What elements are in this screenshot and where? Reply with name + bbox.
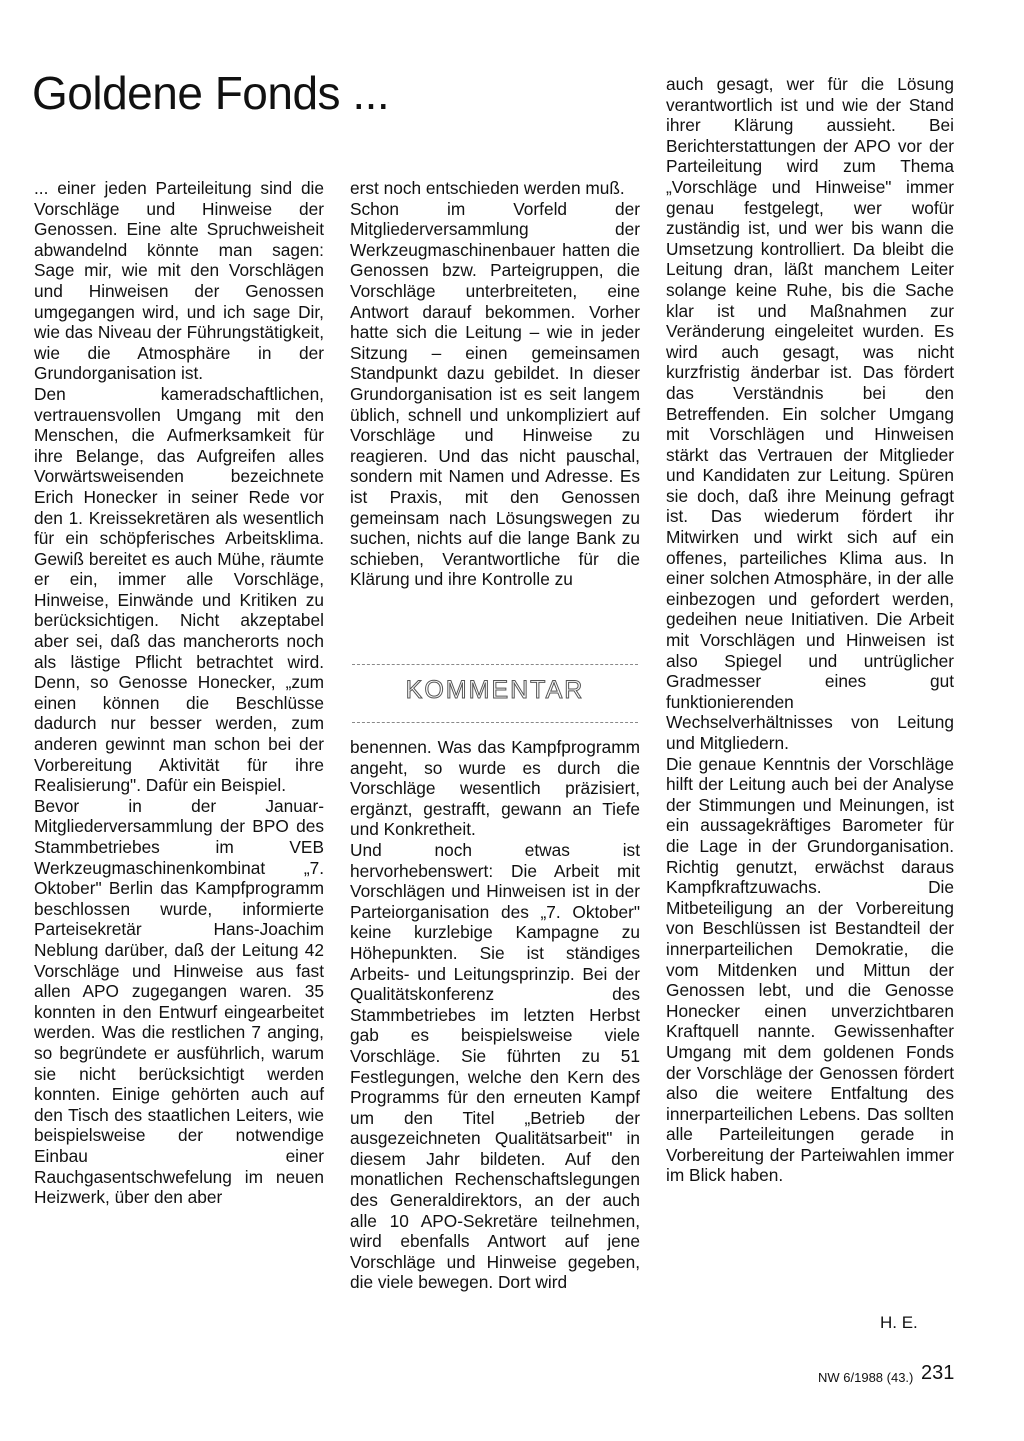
paragraph: Den kameradschaftlichen, vertrauensvollen Umgang mit den Menschen, die Aufmerksamkeit für ihre Belange, das Aufgreifen alles Vorwärtsweisenden bezeichnete Erich Honecker in seiner Rede vor den 1. Kreissekretären als wesentlich für ein schöpferisches Arbeitsklima. Gewiß bereitet es auch Mühe, räumte er ein, immer alle Vorschläge, Hinweise, Einwände und Kritiken zu berücksichtigen. Nicht akzeptabel aber sei, daß das mancherorts noch als lästige Pflicht betrachtet wird. Denn, so Genosse Honecker, „zum einen können die Beschlüsse dadurch nur besser werden, zum anderen gewinnt man schon bei der Vorbereitung Aktivität für ihre Realisierung". Dafür ein Beispiel. <box>34 383 324 796</box>
column-2-top <box>350 178 640 590</box>
paragraph: auch gesagt, wer für die Lösung verantwortlich ist und wie der Stand ihrer Klärung aussieht. Bei Berichterstattungen der APO vor der Parteileitung wird zum Thema „Vorschläge und Hinweise" immer genau festgelegt, wer wofür zuständig ist, und wer bis wann die Umsetzung kontrolliert. Da bleibt die Leitung dran, läßt manchem Leiter solange keine Ruhe, bis die Sache klar ist und Maßnahmen zur Veränderung eingeleitet wurden. Es wird auch gesagt, was nicht kurzfristig änderbar ist. Das fördert das Verständnis bei den Betreffenden. Ein solcher Umgang mit Vorschlägen und Hinweisen stärkt das Vertrauen der Mitglieder und Kandidaten zur Leitung. Spüren sie doch, daß ihre Meinung gefragt ist. Das wiederum fördert ihr Mitwirken und wirkt sich auf ein offenes, parteiliches Klima aus. In einer solchen Atmosphäre, in der alle einbezogen und gefordert werden, gedeihen neue Initiativen. Die Arbeit mit Vorschlägen und Hinweisen ist also Spiegel und untrüglicher Gradmesser eines gut funktionierenden Wechselverhältnisses von Leitung und Mitgliedern. <box>666 74 954 753</box>
paragraph: erst noch entschieden werden muß. <box>350 178 625 198</box>
issue-reference: NW 6/1988 (43.) <box>818 1370 914 1385</box>
paragraph: Und noch etwas ist hervorhebenswert: Die Arbeit mit Vorschlägen und Hinweisen ist in der Parteiorganisation des „7. Oktober" keine kurzlebige Kampagne zu Höhepunkten. Sie ist ständiges Arbeits- und Leitungsprinzip. Bei der Qualitätskonferenz des Stammbetriebes im letzten Herbst gab es beispielsweise viele Vorschläge. Sie führten zu 51 Festlegungen, welche den Kern des Programms für den erneuten Kampf um den Titel „Betrieb der ausgezeichneten Qualitätsarbeit" in diesem Jahr bildeten. Auf den monatlichen Rechenschaftslegungen des Generaldirektors, an der auch alle 10 APO-Sekretäre teilnehmen, wird ebenfalls Antwort auf jene Vorschläge und Hinweise gegeben, die viele bewegen. Dort wird <box>350 839 640 1293</box>
paragraph: ... einer jeden Parteileitung sind die Vorschläge und Hinweise der Genossen. Eine alte Spruchweisheit abwandelnd könnte man sagen: Sage mir, wie mit den Vorschlägen und Hinweisen der Genossen umgegangen wird, und ich sage Dir, wie das Niveau der Führungstätigkeit, wie die Atmosphäre in der Grundorganisation ist. <box>34 178 324 384</box>
page-number: 231 <box>921 1362 955 1384</box>
column-2-bottom <box>350 737 640 1293</box>
author-signature: H. E. <box>880 1313 918 1332</box>
article-title: Goldene Fonds ... <box>32 67 390 119</box>
paragraph: Bevor in der Januar-Mitgliederversammlung der BPO des Stammbetriebes im VEB Werkzeugmaschinenkombinat „7. Oktober" Berlin das Kampfprogramm beschlossen wurde, informierte Parteisekretär Hans-Joachim Neblung darüber, daß der Leitung 42 Vorschläge und Hinweise aus fast allen APO zugegangen waren. 35 konnten in den Entwurf eingearbeitet werden. Was die restlichen 7 anging, so begründete er ausführlich, warum sie nicht berücksichtigt werden konnten. Einige gehörten auch auf den Tisch des staatlichen Leiters, wie beispielsweise der notwendige Einbau einer Rauchgasentschwefelung im neuen Heizwerk, über den aber <box>34 795 324 1208</box>
column-1 <box>34 178 324 1208</box>
column-3 <box>666 74 954 1186</box>
paragraph: Die genaue Kenntnis der Vorschläge hilft der Leitung auch bei der Analyse der Stimmungen und Meinungen, ist ein aussagekräftiges Barometer für die Lage in der Grundorganisation. Richtig genutzt, erwächst daraus Kampfkraftzuwachs. Die Mitbeteiligung an der Vorbereitung von Beschlüssen ist Bestandteil der innerparteilichen Demokratie, die vom Mitdenken und Mittun der Genossen lebt, und die Genosse Honecker einen unverzichtbaren Kraftquell nannte. Gewissenhafter Umgang mit dem goldenen Fonds der Vorschläge der Genossen fördert also die weitere Entfaltung des innerparteilichen Lebens. Das sollten alle Parteileitungen gerade in Vorbereitung der Parteiwahlen immer im Blick haben. <box>666 753 954 1186</box>
divider <box>352 722 638 723</box>
paragraph: Schon im Vorfeld der Mitgliederversammlung der Werkzeugmaschinenbauer hatten die Genossen bzw. Parteigruppen, die Vorschläge unterbreiteten, eine Antwort darauf bekommen. Vorher hatte sich die Leitung – wie in jeder Sitzung – einen gemeinsamen Standpunkt dazu gebildet. In dieser Grundorganisation ist es seit langem üblich, schnell und unkompliziert auf Vorschläge und Hinweise zu reagieren. Und das nicht pauschal, sondern mit Namen und Adresse. Es ist Praxis, mit den Genossen gemeinsam nach Lösungswegen zu suchen, nichts auf die lange Bank zu schieben, Verantwortliche für die Klärung und ihre Kontrolle zu <box>350 198 640 590</box>
paragraph: benennen. Was das Kampfprogramm angeht, so wurde es durch die Vorschläge wesentlich präzisiert, ergänzt, gestrafft, gewann an Tiefe und Konkretheit. <box>350 737 640 840</box>
kommentar-banner <box>352 658 638 728</box>
divider <box>352 664 638 665</box>
kommentar-label: KOMMENTAR <box>405 676 585 704</box>
